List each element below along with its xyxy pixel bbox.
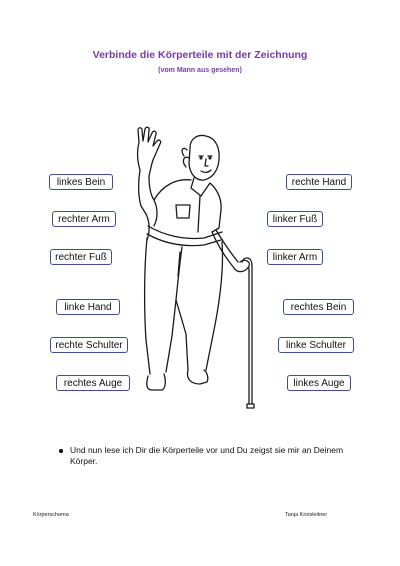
label-rechtes-bein[interactable]: rechtes Bein <box>283 299 354 315</box>
bullet-dot <box>59 449 63 453</box>
label-linke-schulter[interactable]: linke Schulter <box>278 337 354 353</box>
label-rechter-fuss[interactable]: rechter Fuß <box>50 249 112 265</box>
label-rechte-hand[interactable]: rechte Hand <box>286 174 352 190</box>
label-rechte-schulter[interactable]: rechte Schulter <box>50 337 128 353</box>
page-title: Verbinde die Körperteile mit der Zeichnung <box>92 49 308 61</box>
label-linkes-bein[interactable]: linkes Bein <box>49 174 113 190</box>
page-subtitle: (vom Mann aus gesehen) <box>158 67 242 74</box>
footer-left: Körperschema <box>33 512 69 518</box>
label-linker-arm[interactable]: linker Arm <box>267 249 323 265</box>
label-linker-fuss[interactable]: linker Fuß <box>267 211 323 227</box>
label-linke-hand[interactable]: linke Hand <box>56 299 120 315</box>
label-linkes-auge[interactable]: linkes Auge <box>287 375 351 391</box>
label-rechter-arm[interactable]: rechter Arm <box>52 211 116 227</box>
footer-right: Tanja Kroisleitner <box>285 512 328 518</box>
label-rechtes-auge[interactable]: rechtes Auge <box>56 375 130 391</box>
instruction-bullet <box>62 445 352 467</box>
instruction-text: Und nun lese ich Dir die Körperteile vor und Du zeigst sie mir an Deinem Körper. <box>70 445 344 466</box>
